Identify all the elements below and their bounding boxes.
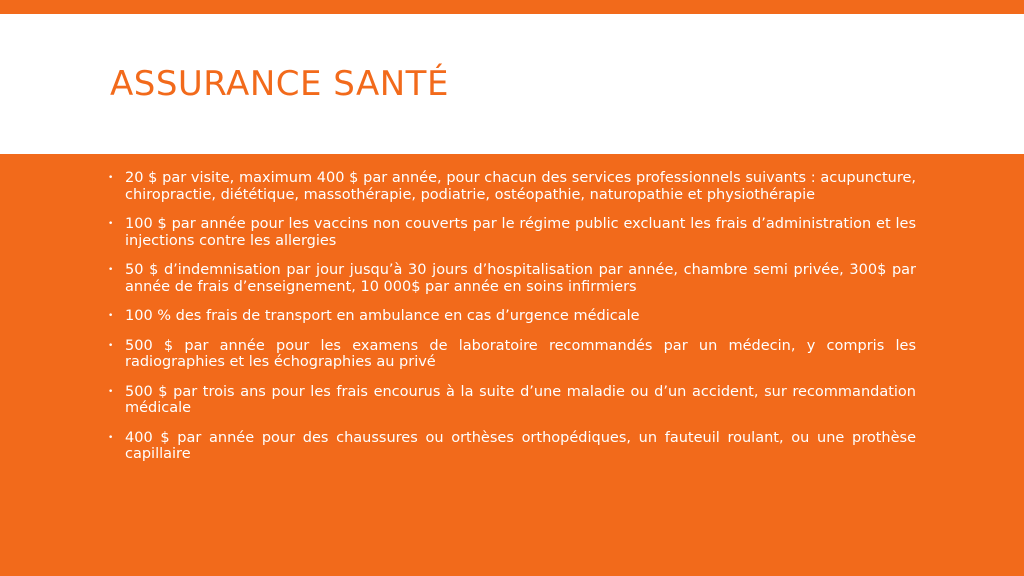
top-accent-strip bbox=[0, 0, 1024, 14]
bullet-item bbox=[108, 308, 916, 325]
bullet-item bbox=[108, 216, 916, 249]
bullet-text: 500 $ par trois ans pour les frais encourus à la suite d’une maladie ou d’un accident, sur recommandation médicale bbox=[125, 383, 916, 416]
slide-body bbox=[0, 154, 1024, 576]
bullet-item bbox=[108, 338, 916, 371]
bullet-text: 20 $ par visite, maximum 400 $ par année, pour chacun des services professionnels suivants : acupuncture, chiropractie, diététique, massothérapie, podiatrie, ostéopathie, naturopathie et physiothérapie bbox=[125, 170, 916, 203]
bullet-item bbox=[108, 430, 916, 463]
bullet-dot-icon: • bbox=[108, 432, 114, 443]
bullet-list bbox=[108, 170, 916, 476]
bullet-dot-icon: • bbox=[108, 219, 114, 229]
title-band bbox=[0, 14, 1024, 154]
bullet-item bbox=[108, 384, 916, 417]
bullet-item bbox=[108, 170, 916, 203]
bullet-dot-icon: • bbox=[108, 173, 114, 183]
bullet-text: 500 $ par année pour les examens de laboratoire recommandés par un médecin, y compris les radiographies et les échographies au privé bbox=[125, 337, 916, 370]
bullet-text: 400 $ par année pour des chaussures ou orthèses orthopédiques, un fauteuil roulant, ou une prothèse capillaire bbox=[125, 429, 916, 462]
slide-title: ASSURANCE SANTÉ bbox=[110, 64, 449, 104]
bullet-dot-icon: • bbox=[108, 311, 114, 321]
bullet-dot-icon: • bbox=[108, 265, 114, 275]
bullet-item bbox=[108, 262, 916, 295]
bullet-text: 50 $ d’indemnisation par jour jusqu’à 30 jours d’hospitalisation par année, chambre semi privée, 300$ par année de frais d’enseignement, 10 000$ par année en soins infirmiers bbox=[125, 262, 916, 295]
bullet-dot-icon: • bbox=[108, 340, 114, 351]
bullet-dot-icon: • bbox=[108, 386, 114, 397]
bullet-text: 100 $ par année pour les vaccins non couverts par le régime public excluant les frais d’administration et les injections contre les allergies bbox=[125, 216, 916, 249]
bullet-text: 100 % des frais de transport en ambulance en cas d’urgence médicale bbox=[125, 308, 640, 324]
